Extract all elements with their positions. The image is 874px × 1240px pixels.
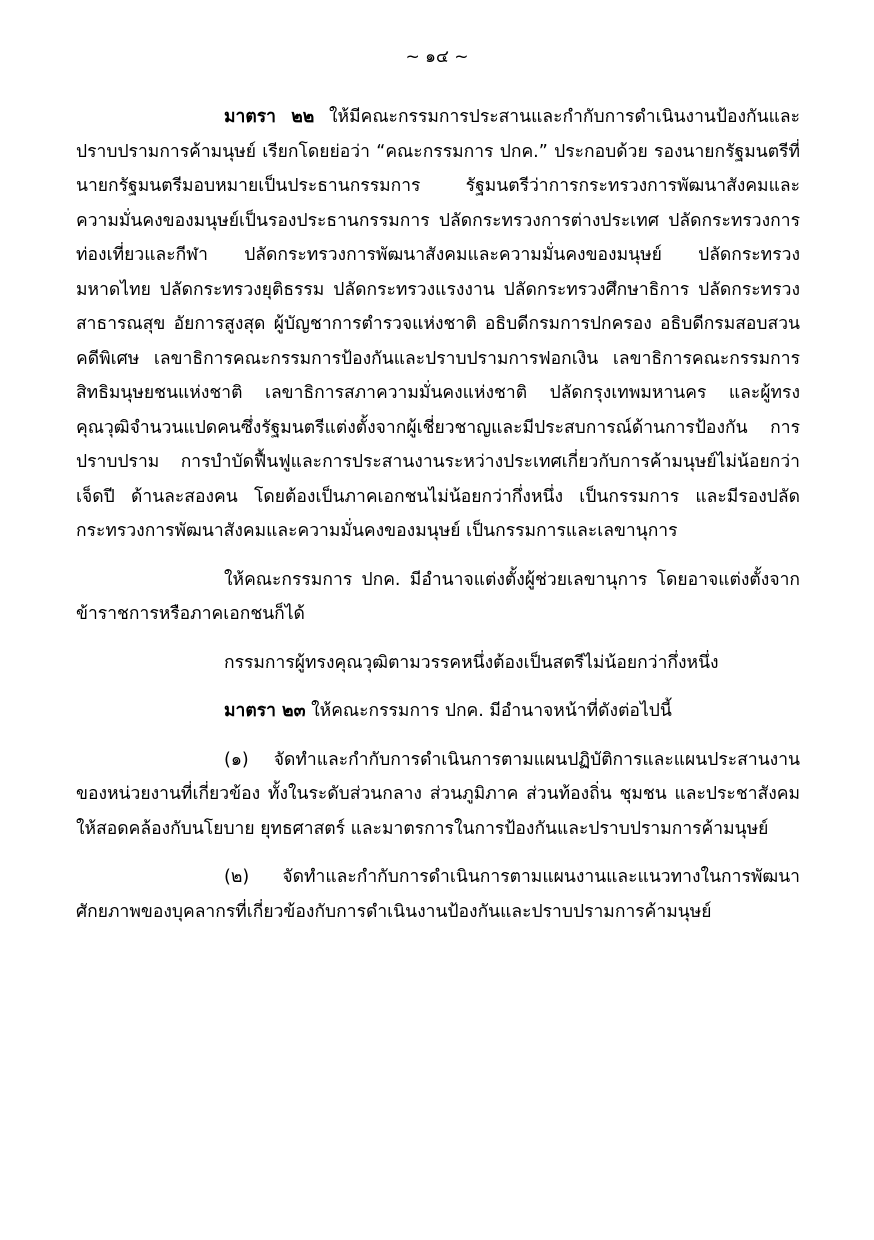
section-23-heading: มาตรา ๒๓ (224, 701, 306, 721)
female-quota-paragraph (76, 646, 800, 681)
duty-item-1 (76, 743, 800, 847)
assistant-secretary-text: ให้คณะกรรมการ ปกค. มีอำนาจแต่งตั้งผู้ช่วยเลขานุการ โดยอาจแต่งตั้งจากข้าราชการหรือภาคเอกชนก็ได้ (76, 569, 800, 624)
section-22-paragraph (76, 100, 800, 549)
section-22-heading: มาตรา ๒๒ (224, 107, 315, 127)
female-quota-text: กรรมการผู้ทรงคุณวุฒิตามวรรคหนึ่งต้องเป็นสตรีไม่น้อยกว่ากึ่งหนึ่ง (224, 652, 719, 673)
duty-item-2 (76, 860, 800, 929)
section-23-text: ให้คณะกรรมการ ปกค. มีอำนาจหน้าที่ดังต่อไปนี้ (305, 701, 672, 721)
assistant-secretary-paragraph (76, 563, 800, 632)
section-22-text: ให้มีคณะกรรมการประสานและกำกับการดำเนินงานป้องกันและปราบปรามการค้ามนุษย์ เรียกโดยย่อว่า “คณะกรรมการ ปกค.” ประกอบด้วย รองนายกรัฐมนตรีที่นายกรัฐมนตรีมอบหมายเป็นประธานกรรมการ รัฐมนตรีว่าการกระทรวงการพัฒนาสังคมและความมั่นคงของมนุษย์เป็นรองประธานกรรมการ ปลัดกระทรวงการต่างประเทศ ปลัดกระทรวงการท่องเที่ยวและกีฬา ปลัดกระทรวงการพัฒนาสังคมและความมั่นคงของมนุษย์ ปลัดกระทรวงมหาดไทย ปลัดกระทรวงยุติธรรม ปลัดกระทรวงแรงงาน ปลัดกระทรวงศึกษาธิการ ปลัดกระทรวงสาธารณสุข อัยการสูงสุด ผู้บัญชาการตำรวจแห่งชาติ อธิบดีกรมการปกครอง อธิบดีกรมสอบสวนคดีพิเศษ เลขาธิการคณะกรรมการป้องกันและปราบปรามการฟอกเงิน เลขาธิการคณะกรรมการสิทธิมนุษยชนแห่งชาติ เลขาธิการสภาความมั่นคงแห่งชาติ ปลัดกรุงเทพมหานคร และผู้ทรงคุณวุฒิจำนวนแปดคนซึ่งรัฐมนตรีแต่งตั้งจากผู้เชี่ยวชาญและมีประสบการณ์ด้านการป้องกัน การปราบปราม การบำบัดฟื้นฟูและการประสานงานระหว่างประเทศเกี่ยวกับการค้ามนุษย์ไม่น้อยกว่าเจ็ดปี ด้านละสองคน โดยต้องเป็นภาคเอกชนไม่น้อยกว่ากึ่งหนึ่ง เป็นกรรมการ และมีรองปลัดกระทรวงการพัฒนาสังคมและความมั่นคงของมนุษย์ เป็นกรรมการและเลขานุการ (76, 107, 800, 541)
section-23-paragraph (76, 694, 800, 729)
document-body (76, 100, 800, 929)
page-number: ~ ๑๔ ~ (405, 47, 469, 67)
duty-item-2-text: (๒) จัดทำและกำกับการดำเนินการตามแผนงานและแนวทางในการพัฒนาศักยภาพของบุคลากรที่เกี่ยวข้องกับการดำเนินงานป้องกันและปราบปรามการค้ามนุษย์ (76, 867, 800, 922)
duty-item-1-text: (๑) จัดทำและกำกับการดำเนินการตามแผนปฏิบัติการและแผนประสานงานของหน่วยงานที่เกี่ยวข้อง ทั้งในระดับส่วนกลาง ส่วนภูมิภาค ส่วนท้องถิ่น ชุมชน และประชาสังคมให้สอดคล้องกับนโยบาย ยุทธศาสตร์ และมาตรการในการป้องกันและปราบปรามการค้ามนุษย์ (76, 749, 800, 839)
